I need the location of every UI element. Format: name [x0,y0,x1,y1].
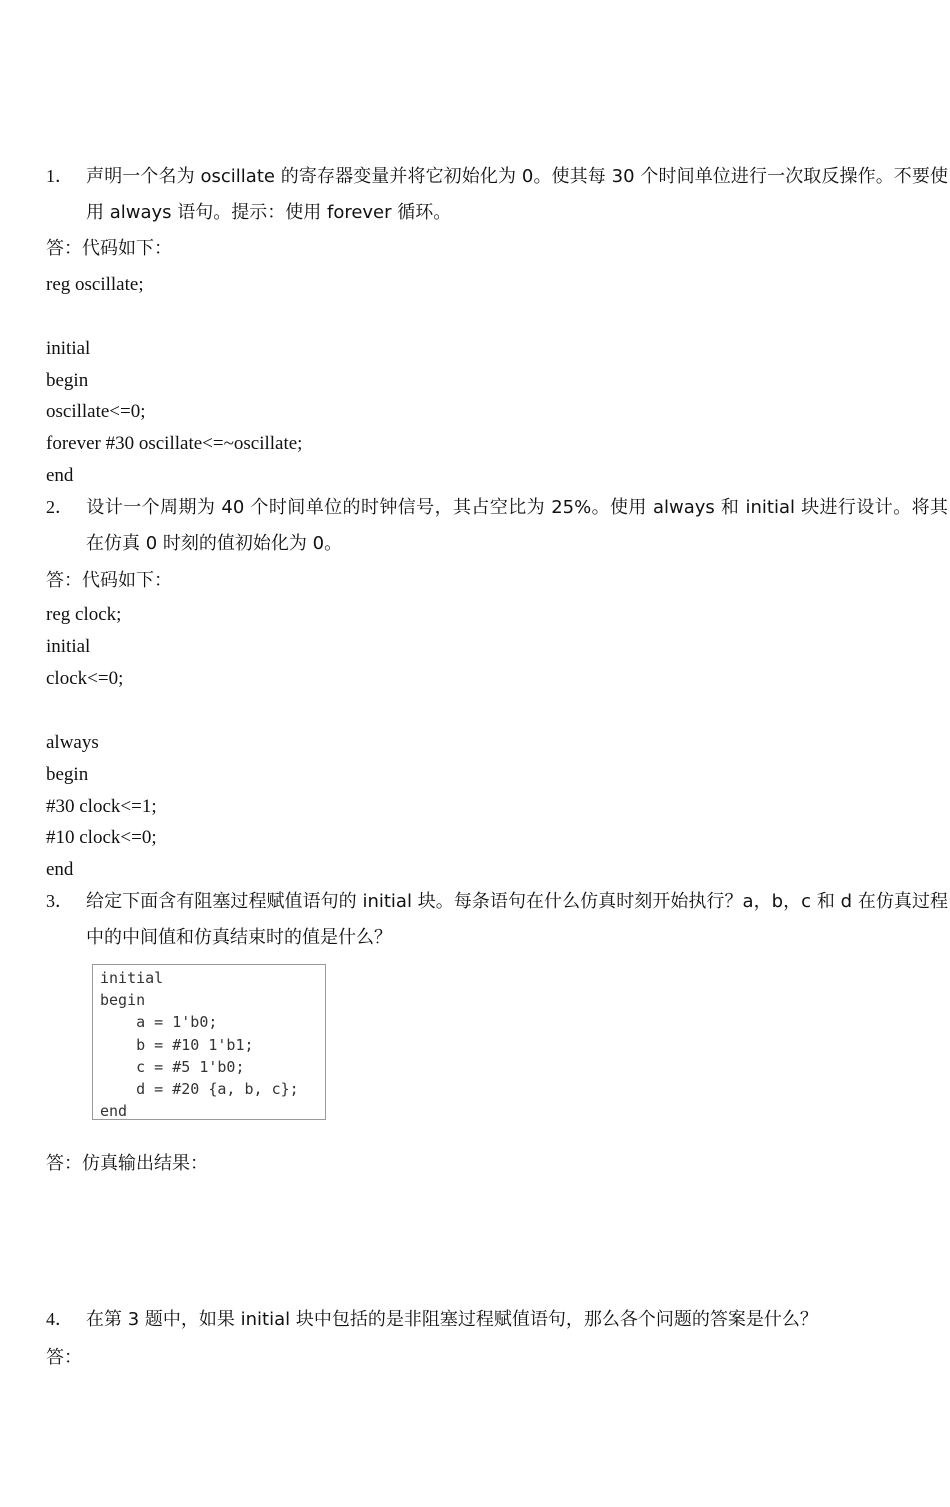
answer-4-label: 答： [46,1347,82,1368]
question-3 [46,883,948,956]
code-line: reg oscillate; [46,274,144,295]
question-1 [46,158,948,231]
question-number: 4． [46,1309,73,1329]
question-text: 设计一个周期为 40 个时间单位的时钟信号，其占空比为 25%。使用 always 和 initial 块进行设计。将其在仿真 0 时刻的值初始化为 0。 [86,497,948,554]
question-number: 3． [46,891,73,911]
code-line: forever #30 oscillate<=~oscillate; [46,433,303,454]
answer-1-label: 答：代码如下： [46,238,172,259]
code-line: begin [46,370,89,391]
code-line: #30 clock<=1; [46,796,157,817]
code-line: end [46,465,74,486]
code-line: d = #20 {a, b, c}; [100,1080,299,1099]
question-text: 在第 3 题中，如果 initial 块中包括的是非阻塞过程赋值语句，那么各个问题的答案是什么？ [86,1309,818,1330]
code-line: begin [46,764,89,785]
answer-2-label: 答：代码如下： [46,570,172,591]
code-line: b = #10 1'b1; [100,1035,254,1054]
question-text: 声明一个名为 oscillate 的寄存器变量并将它初始化为 0。使其每 30 个时间单位进行一次取反操作。不要使用 always 语句。提示：使用 forever 循环。 [86,166,948,223]
code-line: oscillate<=0; [46,401,146,422]
question-4 [46,1301,948,1338]
code-line: c = #5 1'b0; [100,1057,245,1076]
question-number: 2． [46,497,73,517]
code-line: end [100,1102,128,1121]
question-2 [46,489,948,562]
code-line: initial [46,636,91,657]
code-snippet-box [92,964,326,1120]
code-line: end [46,859,74,880]
question-text: 给定下面含有阻塞过程赋值语句的 initial 块。每条语句在什么仿真时刻开始执行？a，b，c 和 d 在仿真过程中的中间值和仿真结束时的值是什么？ [86,891,948,948]
code-line: clock<=0; [46,668,124,689]
code-line: initial [100,969,164,987]
code-line: begin [100,991,146,1010]
code-line: #10 clock<=0; [46,827,157,848]
code-line: always [46,732,99,753]
question-number: 1． [46,166,73,186]
code-line: initial [46,338,91,359]
answer-3-label: 答：仿真输出结果： [46,1153,208,1174]
code-line: reg clock; [46,604,122,625]
code-line: a = 1'b0; [100,1013,218,1032]
